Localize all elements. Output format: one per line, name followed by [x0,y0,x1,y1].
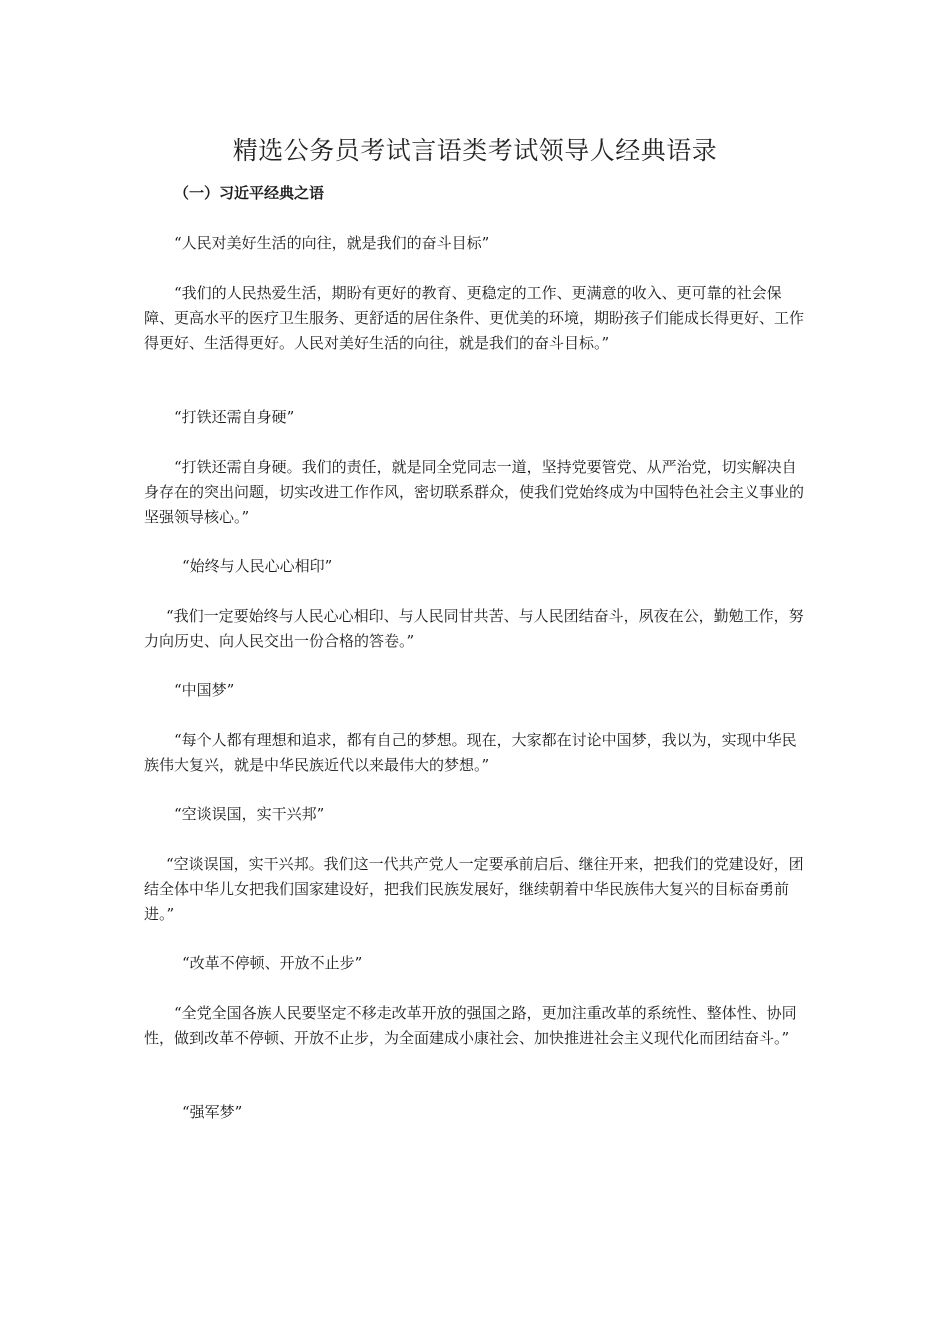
quote-body: “全党全国各族人民要坚定不移走改革开放的强国之路，更加注重改革的系统性、整体性、协同性，做到改革不停顿、开放不止步，为全面建成小康社会、加快推进社会主义现代化而团结奋斗。” [144,1004,797,1047]
quote-heading: “人民对美好生活的向往，就是我们的奋斗目标” [174,234,490,252]
quote-heading: “强军梦” [182,1103,243,1121]
quote-body: “打铁还需自身硬。我们的责任，就是同全党同志一道，坚持党要管党、从严治党，切实解决自身存在的突出问题，切实改进工作作风，密切联系群众，使我们党始终成为中国特色社会主义事业的坚强领导核心。” [144,458,805,526]
quote-heading: “空谈误国，实干兴邦” [174,805,325,823]
quote-heading: “始终与人民心心相印” [182,557,333,575]
quote-body: “每个人都有理想和追求，都有自己的梦想。现在，大家都在讨论中国梦，我以为，实现中华民族伟大复兴，就是中华民族近代以来最伟大的梦想。” [144,731,797,774]
quote-body: “我们一定要始终与人民心心相印、与人民同甘共苦、与人民团结奋斗，夙夜在公，勤勉工作，努力向历史、向人民交出一份合格的答卷。” [144,607,804,650]
quote-heading: “改革不停顿、开放不止步” [182,954,363,972]
quote-body: “我们的人民热爱生活，期盼有更好的教育、更稳定的工作、更满意的收入、更可靠的社会保障、更高水平的医疗卫生服务、更舒适的居住条件、更优美的环境，期盼孩子们能成长得更好、工作得更好、生活得更好。人民对美好生活的向往，就是我们的奋斗目标。” [144,284,805,352]
quote-body: “空谈误国，实干兴邦。我们这一代共产党人一定要承前启后、继往开来，把我们的党建设好，团结全体中华儿女把我们国家建设好，把我们民族发展好，继续朝着中华民族伟大复兴的目标奋勇前进。” [144,855,804,923]
document-title: 精选公务员考试言语类考试领导人经典语录 [232,136,718,165]
quote-heading: “中国梦” [174,681,235,699]
section-heading: （一）习近平经典之语 [174,184,325,202]
quote-heading: “打铁还需自身硬” [174,408,295,426]
